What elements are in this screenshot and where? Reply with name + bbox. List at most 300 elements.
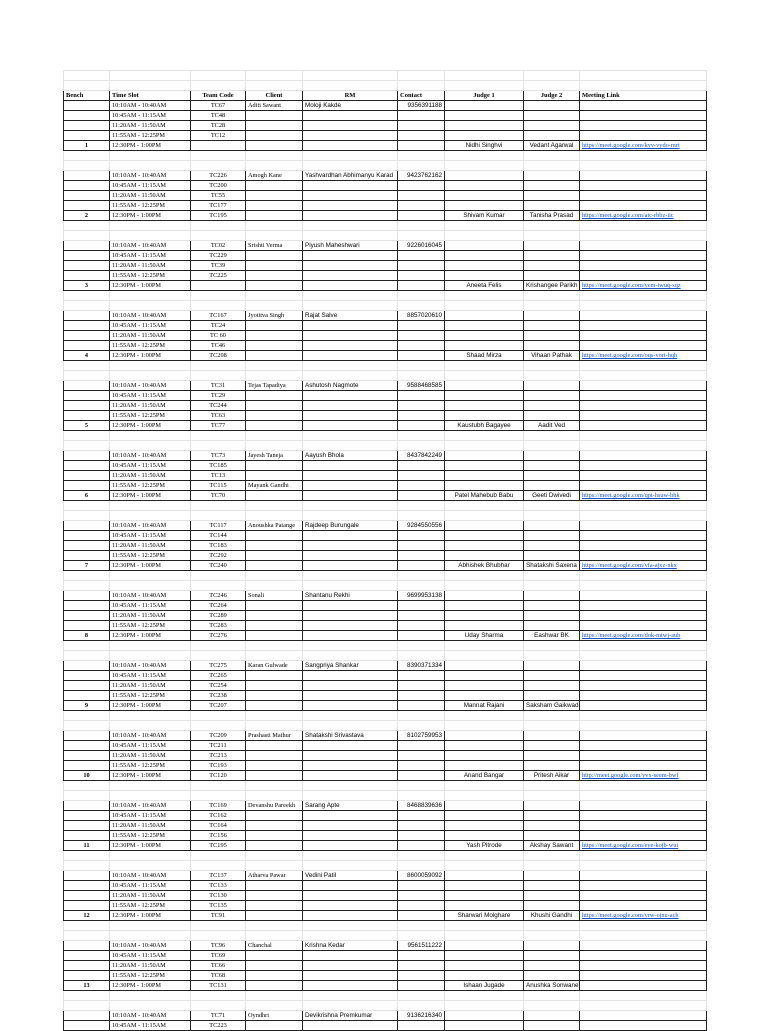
client-cell: Devanshu Pareekh [246, 801, 303, 811]
judge-1-cell [445, 461, 524, 471]
team-code-cell: TC208 [191, 351, 246, 361]
schedule-row [64, 751, 707, 761]
judge-2-cell [524, 271, 580, 281]
time-slot-cell: 12:30PM - 1:00PM [110, 841, 191, 851]
spreadsheet [63, 70, 706, 1031]
time-slot-cell: 11:20AM - 11:50AM [110, 401, 191, 411]
client-cell: Tejas Tapadiya [246, 381, 303, 391]
blank-row [64, 721, 707, 731]
blank-row [64, 221, 707, 231]
judge-1-cell [445, 1011, 524, 1021]
bench-cell [64, 801, 110, 811]
judge-2-cell [524, 881, 580, 891]
blank-row [64, 651, 707, 661]
team-code-cell: TC63 [191, 411, 246, 421]
time-slot-cell: 10:10AM - 10:40AM [110, 101, 191, 111]
rm-cell: Rajdeep Burungale [303, 521, 398, 531]
team-code-cell [191, 281, 246, 291]
schedule-row [64, 481, 707, 491]
meeting-link-cell[interactable]: https://meet.google.com/kyv-vydo-mrt [580, 141, 707, 151]
client-cell [246, 531, 303, 541]
rm-cell [303, 491, 398, 501]
rm-cell [303, 741, 398, 751]
meeting-link-cell [580, 531, 707, 541]
judge-2-cell [524, 131, 580, 141]
judge-1-cell [445, 131, 524, 141]
meeting-link-cell [580, 701, 707, 711]
meeting-link-cell [580, 881, 707, 891]
judge-2-cell [524, 391, 580, 401]
team-code-cell: TC91 [191, 911, 246, 921]
rm-cell [303, 961, 398, 971]
contact-cell [398, 611, 445, 621]
schedule-row [64, 701, 707, 711]
time-slot-cell: 10:10AM - 10:40AM [110, 661, 191, 671]
schedule-row [64, 941, 707, 951]
contact-cell: 8468839636 [398, 801, 445, 811]
team-code-cell: TC225 [191, 271, 246, 281]
contact-cell: 9561511222 [398, 941, 445, 951]
team-code-cell: TC130 [191, 891, 246, 901]
meeting-link-cell [580, 741, 707, 751]
blank-row [64, 231, 707, 241]
bench-cell [64, 171, 110, 181]
blank-row [64, 291, 707, 301]
meeting-link-cell [580, 461, 707, 471]
client-cell [246, 841, 303, 851]
contact-cell: 9284550556 [398, 521, 445, 531]
team-code-cell: TC185 [191, 461, 246, 471]
schedule-row [64, 901, 707, 911]
meeting-link-cell [580, 831, 707, 841]
contact-cell: 8857020610 [398, 311, 445, 321]
bench-cell [64, 471, 110, 481]
rm-cell [303, 631, 398, 641]
schedule-row [64, 341, 707, 351]
judge-1-cell [445, 901, 524, 911]
rm-cell [303, 481, 398, 491]
schedule-row [64, 881, 707, 891]
time-slot-cell: 10:10AM - 10:40AM [110, 731, 191, 741]
client-cell [246, 411, 303, 421]
judge-2-cell: Eashwar BK [524, 631, 580, 641]
judge-1-cell [445, 451, 524, 461]
meeting-link-cell [580, 191, 707, 201]
judge-1-cell [445, 541, 524, 551]
judge-2-cell [524, 341, 580, 351]
schedule-row [64, 681, 707, 691]
rm-cell [303, 671, 398, 681]
bench-cell: 2 [64, 211, 110, 221]
schedule-table [63, 70, 707, 1031]
schedule-row [64, 391, 707, 401]
schedule-row [64, 141, 707, 151]
contact-cell [398, 201, 445, 211]
judge-1-cell: Shaad Mirza [445, 351, 524, 361]
meeting-link-cell [580, 251, 707, 261]
judge-2-cell [524, 691, 580, 701]
judge-1-cell [445, 261, 524, 271]
meeting-link-cell [580, 961, 707, 971]
meeting-link-cell [580, 971, 707, 981]
meeting-link-cell[interactable]: https://meet.google.com/oqs-vort-hqh [580, 351, 707, 361]
contact-cell [398, 281, 445, 291]
meeting-link-cell[interactable]: https://meet.google.com/vfa-ajxz-nkx [580, 561, 707, 571]
judge-2-cell [524, 661, 580, 671]
judge-1-cell [445, 391, 524, 401]
meeting-link-cell [580, 541, 707, 551]
meeting-link-cell [580, 241, 707, 251]
team-code-cell: TC29 [191, 391, 246, 401]
schedule-row [64, 741, 707, 751]
client-cell [246, 971, 303, 981]
contact-cell [398, 771, 445, 781]
bench-cell [64, 951, 110, 961]
team-code-cell: TC240 [191, 561, 246, 571]
judge-2-cell [524, 901, 580, 911]
time-slot-cell: 11:55AM - 12:25PM [110, 131, 191, 141]
judge-2-cell [524, 191, 580, 201]
judge-2-cell [524, 531, 580, 541]
header-rm: RM [303, 91, 398, 101]
schedule-row [64, 201, 707, 211]
bench-cell [64, 671, 110, 681]
judge-2-cell [524, 621, 580, 631]
time-slot-cell: 11:20AM - 11:50AM [110, 751, 191, 761]
bench-cell: 4 [64, 351, 110, 361]
judge-1-cell: Nidhi Singhvi [445, 141, 524, 151]
team-code-cell: TC66 [191, 961, 246, 971]
judge-1-cell [445, 741, 524, 751]
bench-cell [64, 831, 110, 841]
bench-cell [64, 731, 110, 741]
bench-cell: 13 [64, 981, 110, 991]
rm-cell [303, 821, 398, 831]
judge-2-cell [524, 731, 580, 741]
meeting-link-cell [580, 801, 707, 811]
meeting-link-cell [580, 181, 707, 191]
meeting-link-cell [580, 671, 707, 681]
time-slot-cell: 12:30PM - 1:00PM [110, 351, 191, 361]
bench-cell: 11 [64, 841, 110, 851]
blank-row [64, 371, 707, 381]
bench-cell [64, 251, 110, 261]
judge-1-cell [445, 591, 524, 601]
time-slot-cell: 11:20AM - 11:50AM [110, 191, 191, 201]
client-cell [246, 751, 303, 761]
rm-cell: Vedini Patil [303, 871, 398, 881]
contact-cell [398, 391, 445, 401]
blank-row [64, 641, 707, 651]
meeting-link-cell [580, 821, 707, 831]
blank-row [64, 441, 707, 451]
rm-cell [303, 531, 398, 541]
judge-1-cell [445, 681, 524, 691]
schedule-row [64, 531, 707, 541]
blank-row [64, 301, 707, 311]
judge-2-cell [524, 951, 580, 961]
time-slot-cell: 10:10AM - 10:40AM [110, 591, 191, 601]
client-cell [246, 701, 303, 711]
judge-2-cell [524, 101, 580, 111]
schedule-row [64, 611, 707, 621]
bench-cell [64, 531, 110, 541]
contact-cell: 8102759953 [398, 731, 445, 741]
team-code-cell: TC276 [191, 631, 246, 641]
contact-cell: 9226016045 [398, 241, 445, 251]
meeting-link-cell[interactable]: http://meet.google.com/yvx-seem-bwf [580, 771, 707, 781]
meeting-link-cell [580, 761, 707, 771]
contact-cell [398, 341, 445, 351]
blank-row [64, 501, 707, 511]
contact-cell [398, 461, 445, 471]
rm-cell [303, 271, 398, 281]
team-code-cell: TC46 [191, 341, 246, 351]
schedule-row [64, 691, 707, 701]
schedule-row [64, 251, 707, 261]
schedule-row [64, 401, 707, 411]
time-slot-cell: 11:20AM - 11:50AM [110, 541, 191, 551]
contact-cell: 9356391188 [398, 101, 445, 111]
contact-cell [398, 741, 445, 751]
rm-cell: Aayush Bhola [303, 451, 398, 461]
client-cell [246, 631, 303, 641]
judge-1-cell: Uday Sharma [445, 631, 524, 641]
meeting-link-cell [580, 591, 707, 601]
client-cell [246, 461, 303, 471]
judge-1-cell [445, 891, 524, 901]
header-bench: Bench [64, 91, 110, 101]
judge-2-cell [524, 1021, 580, 1031]
schedule-row [64, 451, 707, 461]
schedule-row [64, 351, 707, 361]
client-cell [246, 981, 303, 991]
judge-2-cell: Aadit Ved [524, 421, 580, 431]
team-code-cell: TC183 [191, 541, 246, 551]
bench-cell [64, 611, 110, 621]
judge-1-cell [445, 331, 524, 341]
meeting-link-cell [580, 171, 707, 181]
time-slot-cell: 11:20AM - 11:50AM [110, 821, 191, 831]
judge-2-cell: Krishangee Parikh [524, 281, 580, 291]
contact-cell [398, 621, 445, 631]
team-code-cell: TC115 [191, 481, 246, 491]
contact-cell [398, 401, 445, 411]
rm-cell [303, 841, 398, 851]
blank-row [64, 71, 707, 81]
contact-cell [398, 561, 445, 571]
bench-cell [64, 241, 110, 251]
contact-cell [398, 541, 445, 551]
judge-1-cell [445, 471, 524, 481]
bench-cell [64, 321, 110, 331]
time-slot-cell: 11:20AM - 11:50AM [110, 681, 191, 691]
client-cell [246, 681, 303, 691]
judge-2-cell: Khushi Gandhi [524, 911, 580, 921]
judge-1-cell [445, 731, 524, 741]
contact-cell [398, 491, 445, 501]
client-cell: Amogh Kane [246, 171, 303, 181]
contact-cell [398, 901, 445, 911]
bench-cell [64, 761, 110, 771]
time-slot-cell: 12:30PM - 1:00PM [110, 141, 191, 151]
client-cell [246, 351, 303, 361]
meeting-link-cell [580, 731, 707, 741]
client-cell: Chanchal [246, 941, 303, 951]
rm-cell: Devikrishna Premkumar [303, 1011, 398, 1021]
time-slot-cell: 11:20AM - 11:50AM [110, 961, 191, 971]
contact-cell: 9588468585 [398, 381, 445, 391]
judge-1-cell [445, 201, 524, 211]
bench-cell: 7 [64, 561, 110, 571]
team-code-cell: TC244 [191, 401, 246, 411]
meeting-link-cell[interactable]: https://meet.google.com/aic-rbbz-iic [580, 211, 707, 221]
client-cell [246, 251, 303, 261]
client-cell: Jyotitva Singh [246, 311, 303, 321]
bench-cell: 5 [64, 421, 110, 431]
bench-cell [64, 101, 110, 111]
judge-1-cell [445, 101, 524, 111]
client-cell [246, 141, 303, 151]
team-code-cell: TC265 [191, 671, 246, 681]
meeting-link-cell[interactable]: https://meet.google.com/qpt-hsuw-bhk [580, 491, 707, 501]
judge-1-cell: Abhishek Bhubhar [445, 561, 524, 571]
judge-2-cell: Pritesh Aikar [524, 771, 580, 781]
team-code-cell: TC162 [191, 811, 246, 821]
time-slot-cell: 11:20AM - 11:50AM [110, 261, 191, 271]
blank-row [64, 361, 707, 371]
team-code-cell: TC164 [191, 821, 246, 831]
bench-cell [64, 871, 110, 881]
judge-2-cell: Tanisha Prasad [524, 211, 580, 221]
judge-2-cell [524, 591, 580, 601]
judge-1-cell [445, 871, 524, 881]
judge-1-cell [445, 111, 524, 121]
schedule-row [64, 621, 707, 631]
bench-cell [64, 481, 110, 491]
blank-row [64, 711, 707, 721]
bench-cell [64, 131, 110, 141]
team-code-cell: TC39 [191, 261, 246, 271]
team-code-cell: TC137 [191, 871, 246, 881]
contact-cell [398, 321, 445, 331]
judge-2-cell [524, 741, 580, 751]
schedule-row [64, 181, 707, 191]
team-code-cell: TC213 [191, 751, 246, 761]
rm-cell [303, 401, 398, 411]
schedule-row [64, 211, 707, 221]
bench-cell: 12 [64, 911, 110, 921]
judge-2-cell [524, 401, 580, 411]
judge-1-cell: Ishaan Jugade [445, 981, 524, 991]
schedule-row [64, 321, 707, 331]
team-code-cell: TC120 [191, 771, 246, 781]
judge-2-cell [524, 321, 580, 331]
meeting-link-cell[interactable]: https://meet.google.com/dok-mtwj-auh [580, 631, 707, 641]
contact-cell: 8437842249 [398, 451, 445, 461]
meeting-link-cell [580, 1011, 707, 1021]
client-cell [246, 471, 303, 481]
judge-1-cell [445, 531, 524, 541]
judge-1-cell [445, 401, 524, 411]
team-code-cell: TC195 [191, 211, 246, 221]
contact-cell [398, 111, 445, 121]
time-slot-cell: 11:55AM - 12:25PM [110, 411, 191, 421]
team-code-cell: TC292 [191, 551, 246, 561]
judge-1-cell [445, 241, 524, 251]
rm-cell [303, 471, 398, 481]
bench-cell [64, 261, 110, 271]
team-code-cell: TC135 [191, 901, 246, 911]
blank-row [64, 161, 707, 171]
time-slot-cell: 12:30PM - 1:00PM [110, 701, 191, 711]
judge-1-cell [445, 691, 524, 701]
time-slot-cell: 12:30PM - 1:00PM [110, 281, 191, 291]
meeting-link-cell [580, 201, 707, 211]
judge-1-cell [445, 601, 524, 611]
contact-cell [398, 891, 445, 901]
team-code-cell: TC67 [191, 101, 246, 111]
rm-cell: Shantanu Rekhi [303, 591, 398, 601]
bench-cell [64, 451, 110, 461]
team-code-cell: TC193 [191, 761, 246, 771]
schedule-row [64, 241, 707, 251]
time-slot-cell: 11:20AM - 11:50AM [110, 471, 191, 481]
contact-cell [398, 121, 445, 131]
judge-1-cell [445, 251, 524, 261]
meeting-link-cell[interactable]: https://meet.google.com/yrw-ojnu-ach [580, 911, 707, 921]
contact-cell [398, 981, 445, 991]
judge-1-cell [445, 191, 524, 201]
contact-cell [398, 471, 445, 481]
judge-2-cell [524, 971, 580, 981]
blank-row [64, 431, 707, 441]
rm-cell: Piyush Maheshwari [303, 241, 398, 251]
contact-cell [398, 821, 445, 831]
judge-2-cell [524, 801, 580, 811]
judge-2-cell [524, 261, 580, 271]
blank-row [64, 931, 707, 941]
client-cell: Jayesh Taneja [246, 451, 303, 461]
client-cell [246, 811, 303, 821]
meeting-link-cell [580, 751, 707, 761]
team-code-cell: TC12 [191, 131, 246, 141]
judge-2-cell [524, 471, 580, 481]
client-cell [246, 421, 303, 431]
rm-cell: Sarang Apte [303, 801, 398, 811]
team-code-cell: TC70 [191, 491, 246, 501]
bench-cell [64, 331, 110, 341]
contact-cell [398, 271, 445, 281]
client-cell [246, 121, 303, 131]
time-slot-cell: 12:30PM - 1:00PM [110, 421, 191, 431]
time-slot-cell: 12:30PM - 1:00PM [110, 211, 191, 221]
meeting-link-cell[interactable]: https://meet.google.com/yem-iwuq-sqz [580, 281, 707, 291]
judge-1-cell [445, 751, 524, 761]
header-contact: Contact [398, 91, 445, 101]
schedule-row [64, 671, 707, 681]
team-code-cell: TC167 [191, 311, 246, 321]
meeting-link-cell [580, 471, 707, 481]
judge-2-cell [524, 671, 580, 681]
judge-2-cell: Shatakshi Saxena [524, 561, 580, 571]
schedule-row [64, 191, 707, 201]
bench-cell [64, 551, 110, 561]
meeting-link-cell[interactable]: https://meet.google.com/eye-kojb-wui [580, 841, 707, 851]
client-cell [246, 671, 303, 681]
client-cell [246, 191, 303, 201]
schedule-row [64, 871, 707, 881]
